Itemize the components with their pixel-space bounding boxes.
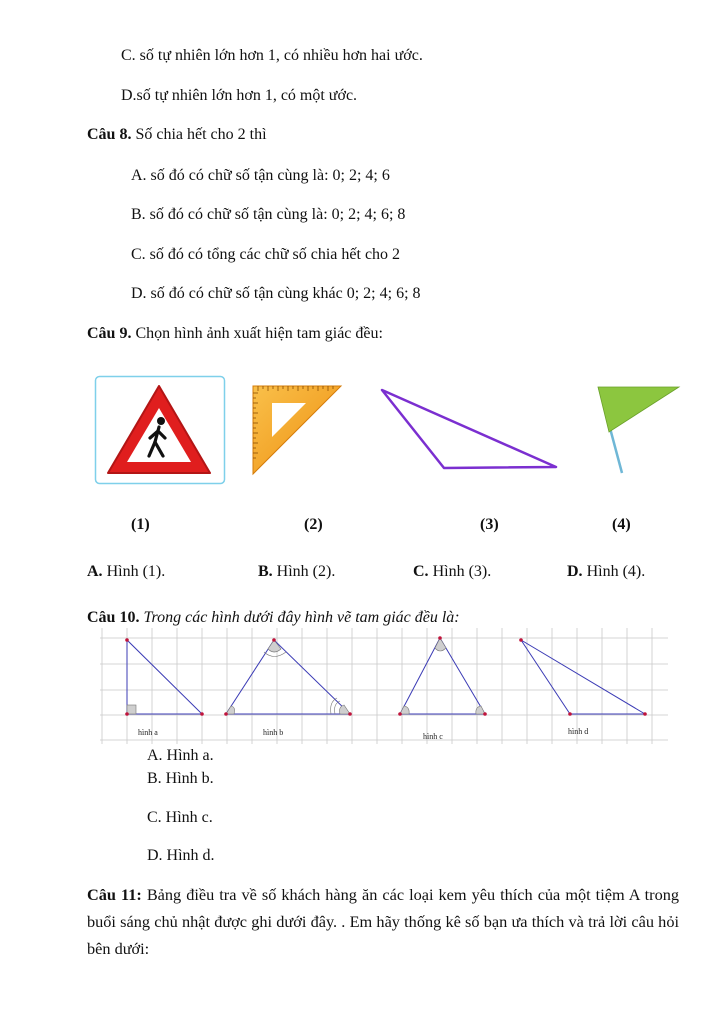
q10-text: Trong các hình dưới đây hình vẽ tam giác đều là: bbox=[139, 609, 460, 626]
q7-option-c: C. số tự nhiên lớn hơn 1, có nhiều hơn hai ước. bbox=[121, 47, 423, 64]
set-square-image bbox=[250, 383, 345, 478]
q10-label: Câu 10. bbox=[87, 609, 140, 626]
pedestrian-sign-image bbox=[95, 376, 225, 484]
triangle-c bbox=[398, 636, 487, 716]
q8-option-d: D. số đó có chữ số tận cùng khác 0; 2; 4; 6; 8 bbox=[131, 285, 421, 302]
q11-text: Bảng điều tra về số khách hàng ăn các loại kem yêu thích của một tiệm A trong buổi sáng chủ nhật được ghi dưới đây. . Em hãy thống kê số bạn ưa thích và trả lời câu hỏi bên dưới: bbox=[87, 885, 679, 958]
q9-label: Câu 9. bbox=[87, 325, 132, 342]
triangle-a-label: hình a bbox=[138, 728, 158, 737]
q10-option-a: A. Hình a. bbox=[147, 747, 214, 764]
q10-option-d: D. Hình d. bbox=[147, 847, 215, 864]
q10-option-c: C. Hình c. bbox=[147, 809, 213, 826]
q9-figure-label-1: (1) bbox=[131, 516, 150, 533]
q9-answer-c: C. Hình (3). bbox=[413, 563, 492, 580]
q11-label: Câu 11: bbox=[87, 885, 142, 904]
q8-option-b: B. số đó có chữ số tận cùng là: 0; 2; 4; 6; 8 bbox=[131, 206, 406, 223]
triangle-b bbox=[224, 638, 352, 716]
purple-triangle-image bbox=[378, 384, 563, 474]
q9-answer-b: B. Hình (2). bbox=[258, 563, 336, 580]
triangle-grid-figure bbox=[100, 628, 670, 746]
q8-question bbox=[87, 125, 267, 145]
q9-figure-label-2: (2) bbox=[304, 516, 323, 533]
triangle-a bbox=[125, 638, 204, 716]
q10-option-b: B. Hình b. bbox=[147, 770, 214, 787]
triangle-b-label: hình b bbox=[263, 728, 284, 737]
q7-option-d: D.số tự nhiên lớn hơn 1, có một ước. bbox=[121, 87, 358, 104]
triangle-d-label: hình d bbox=[568, 727, 589, 736]
q9-answer-a: A. Hình (1). bbox=[87, 563, 166, 580]
q9-figure-label-3: (3) bbox=[480, 516, 499, 533]
q9-question bbox=[87, 324, 383, 344]
q8-option-a: A. số đó có chữ số tận cùng là: 0; 2; 4; 6 bbox=[131, 167, 390, 184]
q10-question bbox=[87, 608, 460, 628]
q9-figure-label-4: (4) bbox=[612, 516, 631, 533]
flag-triangle bbox=[598, 387, 679, 432]
q11-question bbox=[87, 881, 679, 962]
green-flag-image bbox=[592, 384, 684, 476]
q8-label: Câu 8. bbox=[87, 126, 132, 143]
q9-text: Chọn hình ảnh xuất hiện tam giác đều: bbox=[131, 325, 383, 342]
triangle-c-label: hình c bbox=[423, 732, 443, 741]
q8-text: Số chia hết cho 2 thì bbox=[131, 126, 267, 143]
q8-option-c: C. số đó có tổng các chữ số chia hết cho 2 bbox=[131, 246, 401, 263]
q9-answer-d: D. Hình (4). bbox=[567, 563, 646, 580]
triangle-d bbox=[519, 638, 647, 716]
